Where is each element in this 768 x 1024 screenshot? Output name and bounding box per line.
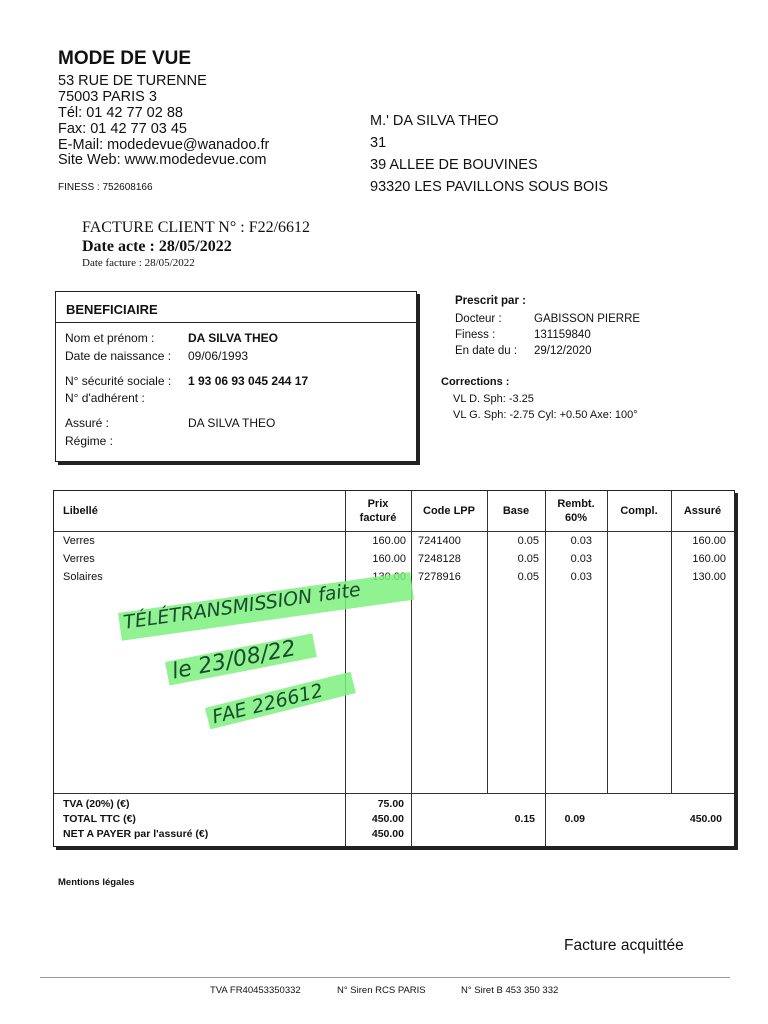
row-assure: 160.00 <box>692 535 726 547</box>
header-rembt-line2: 60% <box>564 512 588 524</box>
shop-fax: Fax: 01 42 77 03 45 <box>58 121 187 137</box>
ttc-label: TOTAL TTC (€) <box>63 813 136 825</box>
row-libelle: Verres <box>63 535 95 547</box>
row-prix: 160.00 <box>372 553 406 565</box>
customer-city: 93320 LES PAVILLONS SOUS BOIS <box>370 179 609 195</box>
shop-finess: FINESS : 752608166 <box>58 182 153 193</box>
prescription-heading: Prescrit par : <box>455 295 526 307</box>
assure-total: 450.00 <box>689 813 722 825</box>
prescription-doctor-value: GABISSON PIERRE <box>534 313 641 325</box>
customer-number: 31 <box>370 135 387 151</box>
totals-divider <box>54 793 734 794</box>
handwritten-reference: FAE 226612 <box>210 679 326 729</box>
row-rembt: 0.03 <box>570 553 592 565</box>
shop-phone: Tél: 01 42 77 02 88 <box>58 105 183 121</box>
prescription-finess-label: Finess : <box>455 329 496 341</box>
beneficiary-name-label: Nom et prénom : <box>65 331 155 345</box>
beneficiary-divider <box>56 322 416 323</box>
beneficiary-adherent-label: N° d'adhérent : <box>65 391 145 405</box>
beneficiary-assure-label: Assuré : <box>65 416 110 430</box>
shop-website: Site Web: www.modedevue.com <box>58 152 267 168</box>
beneficiary-regime-label: Régime : <box>65 434 114 448</box>
row-libelle: Verres <box>63 553 95 565</box>
beneficiary-birth-label: Date de naissance : <box>65 349 172 363</box>
shop-address-line2: 75003 PARIS 3 <box>58 89 157 105</box>
row-code: 7248128 <box>418 553 461 565</box>
shop-name: MODE DE VUE <box>58 48 192 69</box>
footer-tva: TVA FR40453350332 <box>210 985 301 996</box>
correction-right-eye: VL D. Sph: -3.25 <box>453 393 534 405</box>
header-rembt-line1: Rembt. <box>557 498 595 510</box>
handwritten-teletransmission: TÉLÉTRANSMISSION faite <box>122 578 363 634</box>
corrections-heading: Corrections : <box>441 376 510 388</box>
header-base: Base <box>502 505 530 517</box>
net-label: NET A PAYER par l'assuré (€) <box>63 828 209 840</box>
prescription-date-value: 29/12/2020 <box>534 345 592 357</box>
rembt-total: 0.09 <box>564 813 585 825</box>
header-prix-line2: facturé <box>359 512 397 524</box>
handwritten-date: le 23/08/22 <box>170 636 298 685</box>
header-rembt <box>545 491 607 531</box>
header-code-lpp: Code LPP <box>423 505 475 517</box>
beneficiary-box <box>55 291 417 462</box>
shop-address-line1: 53 RUE DE TURENNE <box>58 73 207 89</box>
row-base: 0.05 <box>517 535 539 547</box>
customer-name: M.' DA SILVA THEO <box>370 113 499 129</box>
footer-siret: N° Siret B 453 350 332 <box>461 985 559 996</box>
invoice-date-facture: Date facture : 28/05/2022 <box>82 257 195 269</box>
base-total: 0.15 <box>514 813 535 825</box>
col-divider <box>607 491 608 793</box>
beneficiary-ss-value: 1 93 06 93 045 244 17 <box>188 374 309 388</box>
row-assure: 160.00 <box>692 553 726 565</box>
row-libelle: Solaires <box>63 571 103 583</box>
invoice-date-acte: Date acte : 28/05/2022 <box>82 238 232 255</box>
beneficiary-ss-label: N° sécurité sociale : <box>65 374 172 388</box>
tva-value: 75.00 <box>377 798 404 810</box>
correction-left-eye: VL G. Sph: -2.75 Cyl: +0.50 Axe: 100° <box>453 409 638 421</box>
invoice-title: FACTURE CLIENT N° : F22/6612 <box>82 219 311 236</box>
row-base: 0.05 <box>517 571 539 583</box>
row-base: 0.05 <box>517 553 539 565</box>
prescription-date-label: En date du : <box>455 345 518 357</box>
paid-invoice-note: Facture acquittée <box>564 937 684 954</box>
row-code: 7241400 <box>418 535 461 547</box>
row-rembt: 0.03 <box>570 535 592 547</box>
legal-mentions: Mentions légales <box>58 877 135 888</box>
beneficiary-name-value: DA SILVA THEO <box>188 331 278 345</box>
row-prix: 160.00 <box>372 535 406 547</box>
header-prix <box>345 491 411 531</box>
row-assure: 130.00 <box>692 571 726 583</box>
beneficiary-heading: BENEFICIAIRE <box>66 302 158 317</box>
invoice-table <box>53 490 735 847</box>
header-assure: Assuré <box>683 505 722 517</box>
prescription-doctor-label: Docteur : <box>455 313 502 325</box>
row-rembt: 0.03 <box>570 571 592 583</box>
footer-siren: N° Siren RCS PARIS <box>337 985 426 996</box>
footer-divider <box>40 977 730 978</box>
row-code: 7278916 <box>418 571 461 583</box>
customer-street: 39 ALLEE DE BOUVINES <box>370 157 538 173</box>
ttc-value: 450.00 <box>371 813 404 825</box>
beneficiary-assure-value: DA SILVA THEO <box>188 416 276 430</box>
prescription-finess-value: 131159840 <box>534 329 591 341</box>
header-prix-line1: Prix <box>367 498 389 510</box>
header-divider <box>54 531 734 532</box>
beneficiary-birth-value: 09/06/1993 <box>188 349 249 363</box>
shop-email: E-Mail: modedevue@wanadoo.fr <box>58 137 270 153</box>
tva-label: TVA (20%) (€) <box>63 798 130 810</box>
header-compl: Compl. <box>620 505 658 517</box>
header-libelle: Libellé <box>63 505 98 517</box>
net-value: 450.00 <box>371 828 404 840</box>
